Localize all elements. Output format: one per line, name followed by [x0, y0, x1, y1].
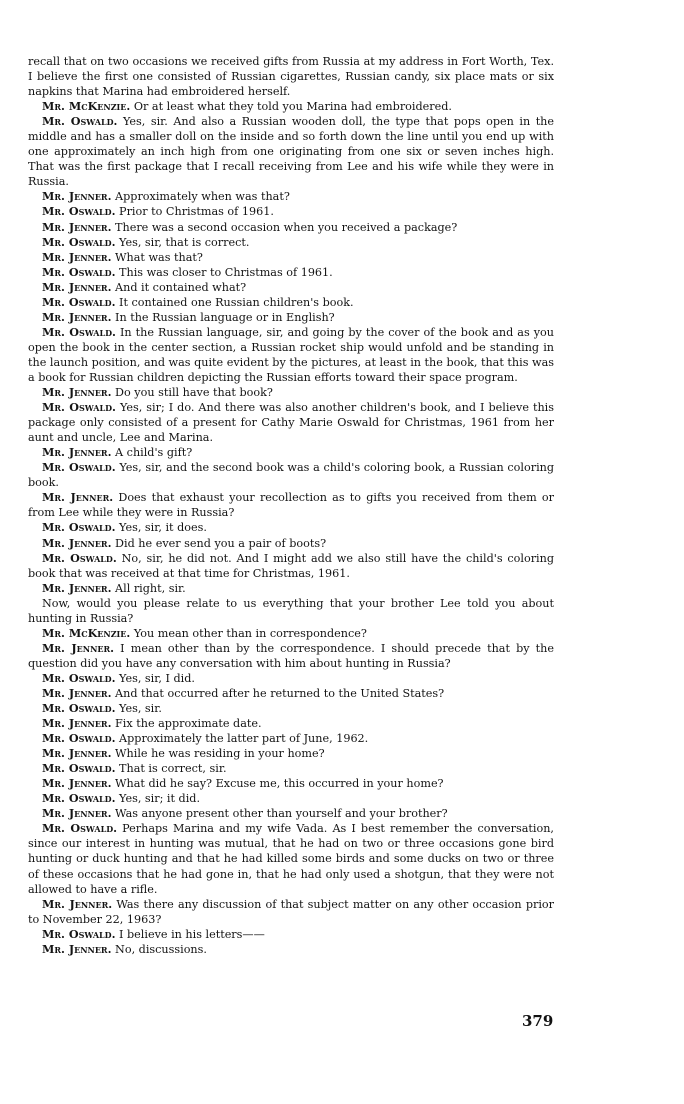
paragraph-text: A child's gift? — [115, 446, 193, 460]
paragraph — [28, 791, 554, 806]
paragraph — [28, 806, 554, 821]
speaker: Mr. Oswald. — [42, 204, 116, 219]
paragraph — [28, 204, 554, 219]
paragraph — [28, 581, 554, 596]
paragraph-text: There was a second occasion when you received a package? — [115, 220, 458, 234]
paragraph — [28, 942, 554, 957]
speaker: Mr. Oswald. — [42, 926, 116, 941]
paragraph — [28, 671, 554, 686]
paragraph — [28, 295, 554, 310]
speaker: Mr. Jenner. — [42, 490, 114, 505]
paragraph — [28, 761, 554, 776]
paragraph-text: In the Russian language, sir, and going by the cover of the book and as you open the book in the center section, a Russian rocket ship would unfold and be standing in the launch position, and was quite evident by the pictures, at least in the book, that this was a book for Russian children depicting the Russian efforts toward their space program. — [28, 325, 554, 384]
paragraph-text: Was there any discussion of that subject matter on any other occasion prior to November 22, 1963? — [28, 897, 554, 926]
paragraph-text: Prior to Christmas of 1961. — [119, 205, 274, 219]
paragraph — [28, 520, 554, 535]
paragraph — [28, 265, 554, 280]
paragraph — [28, 114, 554, 189]
paragraph — [28, 626, 554, 641]
paragraph — [28, 280, 554, 295]
speaker: Mr. Oswald. — [42, 400, 116, 415]
paragraph — [28, 325, 554, 385]
paragraph-text: Yes, sir, I did. — [119, 671, 195, 685]
speaker: Mr. Oswald. — [42, 791, 116, 806]
paragraph-text: Yes, sir, it does. — [119, 521, 207, 535]
paragraph — [28, 551, 554, 581]
paragraph — [28, 776, 554, 791]
paragraph-text: Approximately when was that? — [115, 190, 290, 204]
speaker: Mr. Jenner. — [42, 716, 112, 731]
paragraph-text: Perhaps Marina and my wife Vada. As I best remember the conversation, since our interest in hunting was mutual, that he had on two or three occasions gone bird hunting or duck hunting and that he had killed some birds and some ducks on two or three of these occasions that he had gone in, that he had only used a shotgun, that they were not allowed to have a rifle. — [28, 822, 554, 896]
paragraph-text: Yes, sir. — [119, 702, 162, 716]
paragraph — [28, 731, 554, 746]
paragraph-text: Yes, sir, and the second book was a child's coloring book, a Russian coloring book. — [28, 461, 555, 490]
paragraph — [28, 927, 554, 942]
paragraph-text: I mean other than by the correspondence. I should precede that by the question did you have any conversation with him about hunting in Russia? — [28, 641, 554, 670]
paragraph — [28, 641, 554, 671]
paragraph-text: Yes, sir; I do. And there was also another children's book, and I believe this package only consisted of a present for Cathy Marie Oswald for Christmas, 1961 from her aunt and uncle, Lee and Marina. — [28, 401, 554, 445]
speaker: Mr. Jenner. — [42, 385, 112, 400]
paragraph — [28, 686, 554, 701]
speaker: Mr. Jenner. — [42, 445, 112, 460]
paragraph — [28, 189, 554, 204]
paragraph-text: Approximately the latter part of June, 1962. — [119, 732, 369, 746]
paragraph-text: And that occurred after he returned to the United States? — [115, 686, 445, 700]
paragraph — [28, 220, 554, 235]
paragraph-text: No, sir, he did not. And I might add we also still have the child's coloring book that was received at that time for Christmas, 1961. — [28, 551, 555, 580]
paragraph — [28, 235, 554, 250]
paragraph — [28, 746, 554, 761]
speaker: Mr. Oswald. — [42, 761, 116, 776]
paragraph — [28, 400, 554, 445]
paragraph-text: Yes, sir. And also a Russian wooden doll, the type that pops open in the middle and has a smaller doll on the inside and so forth down the line until you end up with one approximately an inch high from one originating from one six or seven inches high. That was the first package that I recall receiving from Lee and his wife while they were in Russia. — [28, 115, 555, 189]
speaker: Mr. Oswald. — [42, 731, 116, 746]
speaker: Mr. Jenner. — [42, 219, 112, 234]
paragraph-text: What was that? — [115, 250, 203, 264]
paragraph-text: recall that on two occasions we received gifts from Russia at my address in Fort Worth, Tex. I believe the first one consisted of Russian cigarettes, Russian candy, six place mats or six napkins that Marina had embroidered herself. — [28, 55, 554, 99]
paragraph-text: Do you still have that book? — [115, 386, 273, 400]
speaker: Mr. Jenner. — [42, 309, 112, 324]
paragraph-text: Did he ever send you a pair of boots? — [115, 536, 327, 550]
paragraph — [28, 445, 554, 460]
speaker: Mr. Jenner. — [42, 776, 112, 791]
speaker: Mr. Oswald. — [42, 264, 116, 279]
speaker: Mr. Oswald. — [42, 294, 116, 309]
paragraph-text: That is correct, sir. — [119, 762, 227, 776]
paragraph-text: All right, sir. — [115, 581, 186, 595]
paragraph — [28, 54, 554, 99]
paragraph-text: Yes, sir, that is correct. — [119, 235, 250, 249]
speaker: Mr. Jenner. — [42, 640, 115, 655]
speaker: Mr. Jenner. — [42, 580, 112, 595]
paragraph — [28, 250, 554, 265]
paragraph — [28, 99, 554, 114]
speaker: Mr. Oswald. — [42, 324, 116, 339]
speaker: Mr. Oswald. — [42, 234, 116, 249]
paragraph-text: Fix the approximate date. — [115, 717, 262, 731]
speaker: Mr. Oswald. — [42, 550, 117, 565]
paragraph — [28, 385, 554, 400]
speaker: Mr. Oswald. — [42, 114, 118, 129]
speaker: Mr. Oswald. — [42, 701, 116, 716]
speaker: Mr. Jenner. — [42, 685, 112, 700]
speaker: Mr. Jenner. — [42, 189, 112, 204]
paragraph-text: And it contained what? — [115, 280, 247, 294]
paragraph-text: While he was residing in your home? — [115, 747, 325, 761]
speaker: Mr. Oswald. — [42, 460, 116, 475]
paragraph — [28, 490, 554, 520]
paragraph — [28, 596, 554, 626]
paragraph — [28, 536, 554, 551]
speaker: Mr. Jenner. — [42, 249, 112, 264]
paragraph-text: I believe in his letters—— — [119, 927, 265, 941]
speaker: Mr. Oswald. — [42, 520, 116, 535]
paragraph-text: Now, would you please relate to us everything that your brother Lee told you about hunting in Russia? — [28, 596, 554, 625]
paragraph-text: Does that exhaust your recollection as to gifts you received from them or from Lee while they were in Russia? — [28, 491, 554, 520]
speaker: Mr. Jenner. — [42, 806, 112, 821]
page-number: 379 — [522, 1012, 554, 1030]
paragraph — [28, 821, 554, 896]
paragraph-text: What did he say? Excuse me, this occurred in your home? — [115, 777, 444, 791]
paragraph-text: Was anyone present other than yourself and your brother? — [115, 807, 448, 821]
paragraph-text: You mean other than in correspondence? — [133, 626, 367, 640]
speaker: Mr. Jenner. — [42, 746, 112, 761]
paragraph-text: It contained one Russian children's book. — [119, 295, 354, 309]
paragraph — [28, 701, 554, 716]
speaker: Mr. Jenner. — [42, 896, 113, 911]
paragraph-text: Or at least what they told you Marina had embroidered. — [133, 100, 452, 114]
transcript-page — [28, 54, 554, 957]
paragraph-text: In the Russian language or in English? — [115, 310, 335, 324]
speaker: Mr. McKenzie. — [42, 99, 131, 114]
speaker: Mr. Oswald. — [42, 821, 118, 836]
speaker: Mr. Jenner. — [42, 535, 112, 550]
paragraph-text: Yes, sir; it did. — [119, 792, 201, 806]
speaker: Mr. McKenzie. — [42, 625, 131, 640]
paragraph — [28, 716, 554, 731]
speaker: Mr. Jenner. — [42, 279, 112, 294]
paragraph-text: No, discussions. — [115, 942, 207, 956]
paragraph — [28, 460, 554, 490]
speaker: Mr. Jenner. — [42, 941, 112, 956]
paragraph — [28, 310, 554, 325]
paragraph — [28, 897, 554, 927]
speaker: Mr. Oswald. — [42, 670, 116, 685]
paragraph-text: This was closer to Christmas of 1961. — [119, 265, 333, 279]
